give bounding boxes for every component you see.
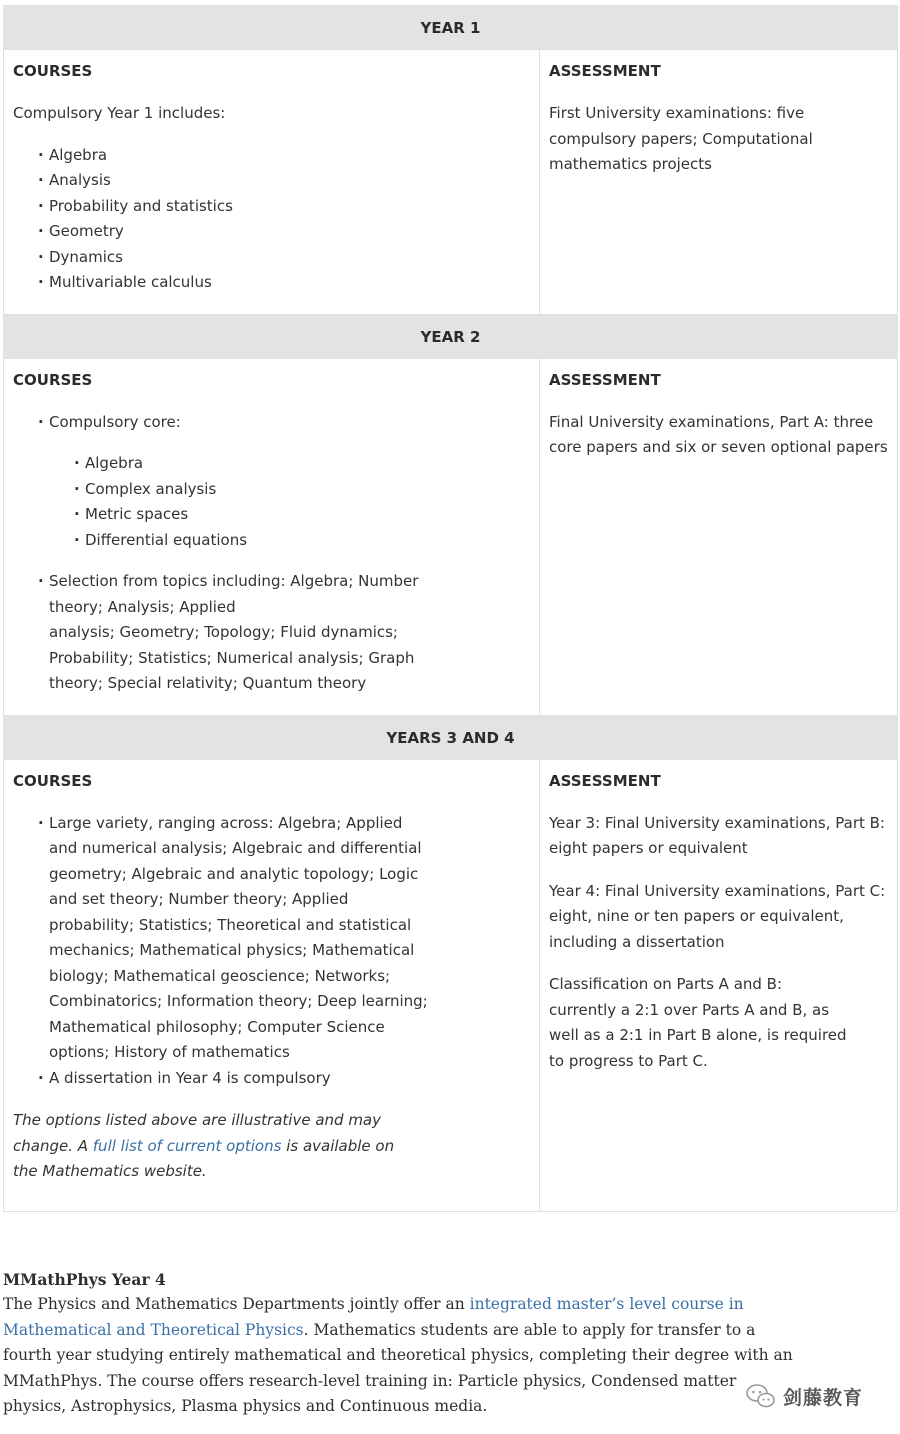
year2-assessment-cell xyxy=(540,358,898,715)
watermark-text: 剑藤教育 xyxy=(783,1386,864,1409)
course-structure-table xyxy=(3,5,898,1212)
core-list xyxy=(49,451,530,553)
list-item: · Large variety, ranging across: Algebra; Applied and numerical analysis; Algebraic and differential geometry; Algebraic and analytic topology; Logic and set theory; Number theory; Applied probability; Statistics; Theoretical and statistical mechanics; Mathematical physics; Mathematical biology; Mathematical geoscience; Networks; Combinatorics; Information theory; Deep learning; Mathematical philosophy; Computer Science options; History of mathematics xyxy=(13,811,530,1066)
list-item: · Complex analysis xyxy=(49,477,530,503)
list-item xyxy=(13,569,530,697)
year2-header: YEAR 2 xyxy=(4,314,898,358)
year1-header: YEAR 1 xyxy=(4,6,898,50)
list-item: · Geometry xyxy=(13,219,530,245)
years34-header: YEARS 3 AND 4 xyxy=(4,715,898,759)
list-item: · Analysis xyxy=(13,168,530,194)
list-item: · Algebra xyxy=(49,451,530,477)
note-text-after: is available on the Mathematics website. xyxy=(13,1136,395,1180)
list-item: · Algebra xyxy=(13,143,530,169)
year4-assessment: Year 4: Final University examinations, Part C: eight, nine or ten papers or equivalent, including a dissertation xyxy=(549,881,886,951)
years34-assessment-cell xyxy=(540,759,898,1211)
year1-header-row xyxy=(4,6,898,50)
list-item: · Dynamics xyxy=(13,245,530,271)
selection-line1: Selection from topics including: Algebra; Number xyxy=(49,572,419,590)
years34-content-row xyxy=(4,759,898,1211)
mmathphys-paragraph xyxy=(3,1292,793,1420)
assessment-title: ASSESSMENT xyxy=(549,771,661,790)
years34-course-list xyxy=(13,811,530,1092)
assessment-title: ASSESSMENT xyxy=(549,62,661,80)
years34-header-row xyxy=(4,715,898,759)
watermark xyxy=(745,1378,885,1414)
year1-assessment: First University examinations: five compulsory papers; Computational mathematics projects xyxy=(549,104,813,173)
list-item xyxy=(13,410,530,570)
year1-intro: Compulsory Year 1 includes: xyxy=(13,104,226,122)
mmathphys-course-link[interactable]: integrated master’s level course in Mathematical and Theoretical Physics xyxy=(3,1295,744,1339)
wechat-icon xyxy=(745,1381,777,1411)
note-text-before: The options listed above are illustrative and may change. A xyxy=(13,1111,382,1155)
mmathphys-text-after: . Mathematics students are able to apply for transfer to a fourth year studying entirely mathematical and theoretical physics, completing their degree with an MMathPhys. The course offers research-level training in: Particle physics, Condensed matter physics, Astrophysics, Plasma physics and Continuous media. xyxy=(3,1320,793,1415)
mmathphys-title: MMathPhys Year 4 xyxy=(3,1270,166,1289)
core-label: Compulsory core: xyxy=(49,412,181,431)
year2-content-row xyxy=(4,358,898,715)
courses-title: COURSES xyxy=(13,370,93,389)
courses-title: COURSES xyxy=(13,62,93,80)
year1-assessment-cell xyxy=(540,50,898,315)
mmathphys-text-before: The Physics and Mathematics Departments jointly offer an xyxy=(3,1295,470,1313)
year2-header-row xyxy=(4,314,898,358)
list-item: · Probability and statistics xyxy=(13,194,530,220)
list-item: · A dissertation in Year 4 is compulsory xyxy=(13,1066,530,1092)
year2-courses-cell xyxy=(4,358,540,715)
options-note xyxy=(13,1108,530,1185)
selection-rest: analysis; Geometry; Topology; Fluid dynamics; Probability; Statistics; Numerical analysis; Graph theory; Special relativity; Quantum theory xyxy=(49,623,415,692)
year2-assessment: Final University examinations, Part A: three core papers and six or seven optional papers xyxy=(549,412,888,456)
year3-assessment: Year 3: Final University examinations, Part B: eight papers or equivalent xyxy=(549,813,885,857)
year1-course-list xyxy=(13,143,530,296)
list-item: · Multivariable calculus xyxy=(13,270,530,296)
selection-line2: theory; Analysis; Applied xyxy=(49,597,236,616)
options-list-link[interactable]: full list of current options xyxy=(92,1136,282,1155)
classification-text: Classification on Parts A and B: currently a 2:1 over Parts A and B, as well as a 2:1 in Part B alone, is required to progress to Part C. xyxy=(549,975,847,1070)
mmathphys-section xyxy=(3,1268,793,1420)
year1-content-row xyxy=(4,50,898,315)
year1-courses-cell xyxy=(4,50,540,315)
year2-course-list xyxy=(13,410,530,697)
courses-title: COURSES xyxy=(13,771,93,790)
assessment-title: ASSESSMENT xyxy=(549,370,661,389)
list-item: · Metric spaces xyxy=(49,502,530,528)
list-item: · Differential equations xyxy=(49,528,530,554)
years34-courses-cell xyxy=(4,759,540,1211)
